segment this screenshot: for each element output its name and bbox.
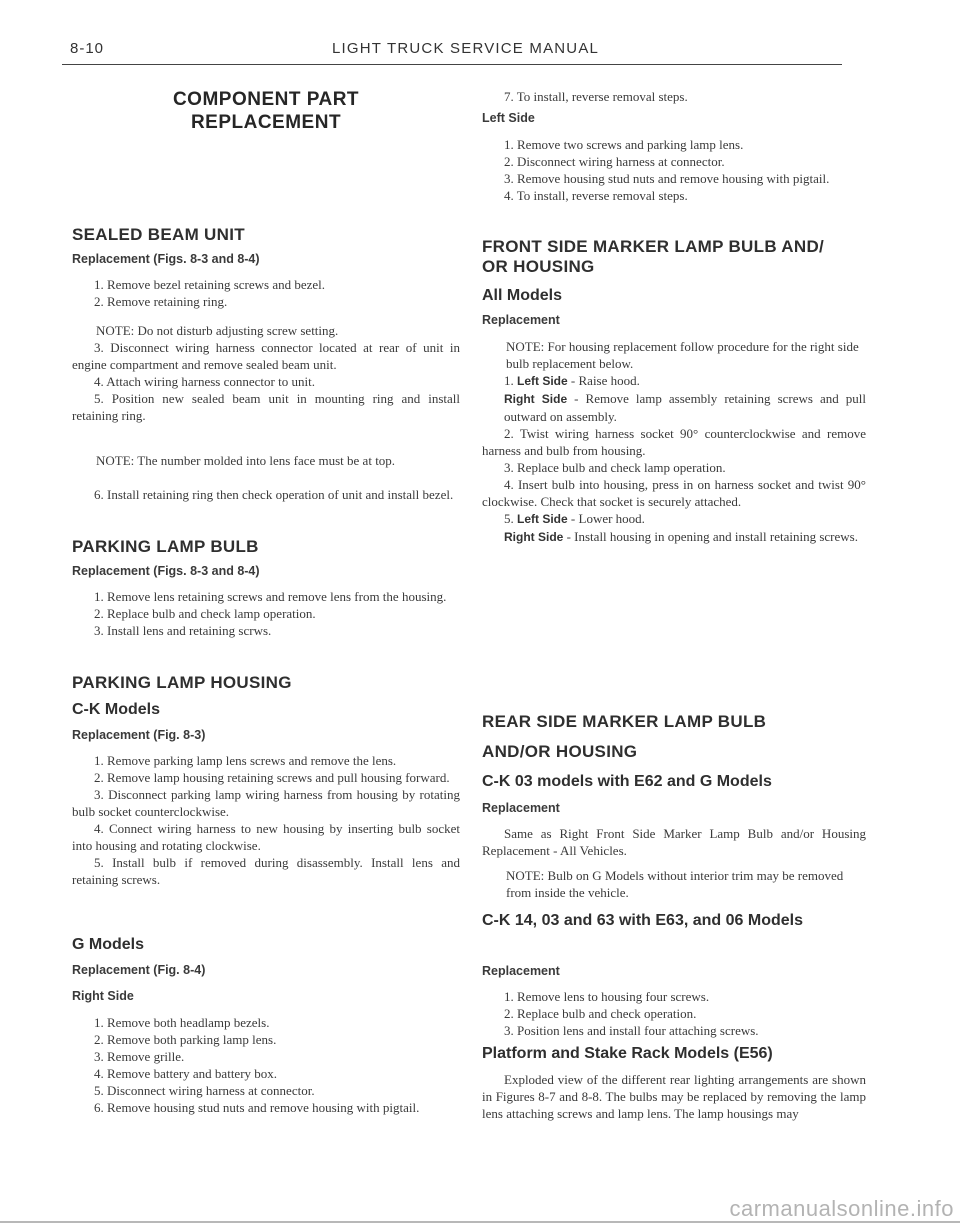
step: 4. To install, reverse removal steps. [504,188,688,203]
heading-sealed-beam: SEALED BEAM UNIT [72,225,245,244]
subheading-right-side: Right Side [72,989,134,1003]
subheading-replacement: Replacement (Figs. 8-3 and 8-4) [72,252,260,266]
section-title-line1: COMPONENT PART [172,89,360,110]
step: 6. Remove housing stud nuts and remove housing with pigtail. [94,1100,420,1115]
page-number: 8-10 [70,40,105,57]
step: 5. Install bulb if removed during disassembly. Install lens and retaining screws. [72,855,460,887]
label-right-side: Right Side [504,392,568,406]
rear-steps [482,988,866,1039]
paragraph: Same as Right Front Side Marker Lamp Bulb and/or Housing Replacement - All Vehicles. [482,826,866,858]
step: 1. Remove lens to housing four screws. [504,989,710,1004]
step: 3. Disconnect parking lamp wiring harness from housing by rotating bulb socket counterclockwise. [72,787,460,819]
step: 3. Disconnect wiring harness connector located at rear of unit in engine compartment and remove sealed beam unit. [72,340,460,372]
heading-line: FRONT SIDE MARKER LAMP BULB AND/ [482,237,825,256]
note: NOTE: For housing replacement follow procedure for the right side bulb replacement below. [506,339,859,371]
step: 2. Replace bulb and check lamp operation. [94,606,316,621]
left-side-steps [482,136,866,204]
heading-parking-lamp-bulb: PARKING LAMP BULB [72,537,259,556]
heading-g-models: G Models [72,936,145,953]
heading-ck03-models: C-K 03 models with E62 and G Models [482,773,772,790]
front-steps [482,372,866,546]
step: 2. Remove retaining ring. [94,294,228,309]
step: 4. Insert bulb into housing, press in on harness socket and twist 90° clockwise. Check that socket is securely attached. [482,477,866,509]
heading-front-side-marker [482,237,866,277]
step: 5. Position new sealed beam unit in mounting ring and install retaining ring. [72,391,460,423]
heading-all-models: All Models [482,287,563,304]
heading-ck14-models: C-K 14, 03 and 63 with E63, and 06 Models [482,912,803,929]
step: 6. Install retaining ring then check operation of unit and install bezel. [94,487,454,502]
step-number: 1. [504,373,514,388]
step: 1. Remove bezel retaining screws and bezel. [94,277,326,292]
step: 2. Remove both parking lamp lens. [94,1032,277,1047]
subheading-replacement: Replacement (Figs. 8-3 and 8-4) [72,564,260,578]
note: NOTE: Bulb on G Models without interior trim may be removed from inside the vehicle. [506,868,844,900]
sealed-steps [72,276,460,310]
heading-line: OR HOUSING [482,257,595,276]
heading-ck-models: C-K Models [72,701,160,718]
step: 3. Position lens and install four attaching screws. [504,1023,759,1038]
step: 2. Twist wiring harness socket 90° counterclockwise and remove harness and bulb from housing. [482,426,866,458]
heading-rear-side-marker-2: AND/OR HOUSING [482,742,638,761]
heading-rear-side-marker: REAR SIDE MARKER LAMP BULB [482,712,767,731]
header-rule [62,64,842,65]
subheading-replacement: Replacement (Fig. 8-3) [72,728,206,742]
label-left-side: Left Side [517,374,568,388]
step [482,390,866,425]
step-text: - Raise hood. [570,373,640,388]
step-text: - Install housing in opening and install retaining screws. [566,529,858,544]
running-header: LIGHT TRUCK SERVICE MANUAL [332,40,600,57]
subheading-left-side: Left Side [482,111,535,125]
step [482,528,866,546]
subheading-replacement: Replacement [482,964,560,978]
label-right-side: Right Side [504,530,564,544]
step-text: - Lower hood. [570,511,645,526]
note: NOTE: Do not disturb adjusting screw setting. [96,323,339,338]
heading-parking-lamp-housing: PARKING LAMP HOUSING [72,673,292,692]
step-text: - Remove lamp assembly retaining screws and pull outward on assembly. [504,391,867,424]
step: 2. Remove lamp housing retaining screws and pull housing forward. [94,770,450,785]
step: 2. Disconnect wiring harness at connector. [504,154,725,169]
step: 3. Remove grille. [94,1049,185,1064]
step: 3. Install lens and retaining scrws. [94,623,272,638]
step-number: 5. [504,511,514,526]
step [482,510,866,528]
section-title-line2: REPLACEMENT [190,112,342,133]
watermark: carmanualsonline.info [729,1196,954,1221]
note: NOTE: The number molded into lens face must be at top. [96,453,396,468]
label-left-side: Left Side [517,512,568,526]
subheading-replacement: Replacement [482,801,560,815]
paragraph: Exploded view of the different rear lighting arrangements are shown in Figures 8-7 and 8-8. The bulbs may be replaced by removing the lamp lens attaching screws and lamp lens. The lamp housings may [482,1072,866,1121]
step: 4. Attach wiring harness connector to unit. [94,374,315,389]
step: 4. Connect wiring harness to new housing by inserting bulb socket into housing and rotating clockwise. [72,821,460,853]
step: 1. Remove parking lamp lens screws and remove the lens. [94,753,397,768]
step: 4. Remove battery and battery box. [94,1066,278,1081]
phousing-steps [72,752,460,888]
subheading-replacement: Replacement (Fig. 8-4) [72,963,206,977]
subheading-replacement: Replacement [482,313,560,327]
step: 1. Remove both headlamp bezels. [94,1015,270,1030]
pbulb-steps [72,588,460,639]
heading-platform-stake-rack: Platform and Stake Rack Models (E56) [482,1045,773,1062]
g-steps [72,1014,460,1116]
step: 3. Replace bulb and check lamp operation. [504,460,726,475]
sealed-steps-2 [72,339,460,424]
step: 7. To install, reverse removal steps. [504,89,688,104]
step: 5. Disconnect wiring harness at connector. [94,1083,315,1098]
section-title [72,88,460,134]
step: 3. Remove housing stud nuts and remove housing with pigtail. [504,171,830,186]
step: 2. Replace bulb and check operation. [504,1006,697,1021]
step [482,372,866,390]
step: 1. Remove lens retaining screws and remove lens from the housing. [94,589,447,604]
step: 1. Remove two screws and parking lamp lens. [504,137,744,152]
